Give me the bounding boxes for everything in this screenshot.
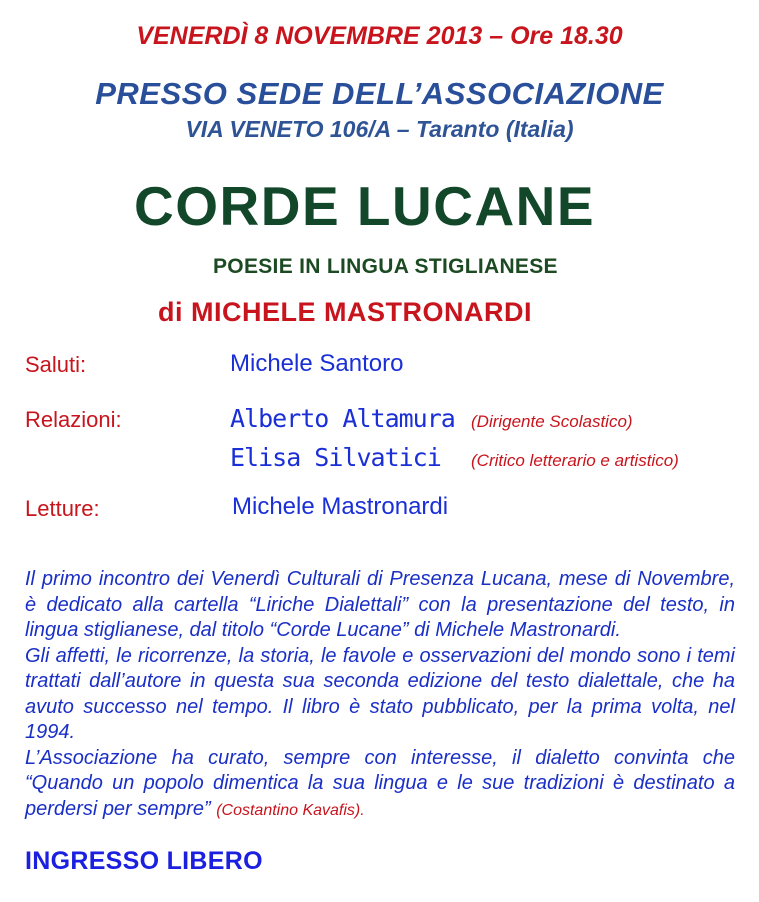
speaker1-role: (Dirigente Scolastico) <box>471 412 633 431</box>
author-line: di MICHELE MASTRONARDI <box>158 297 532 327</box>
greetings-label: Saluti: <box>25 352 87 377</box>
description-paragraph <box>25 746 735 824</box>
description-quote: L’Associazione ha curato, sempre con interesse, il dialetto convinta che “Quando un popolo dimentica la sua lingua e le sue tradizioni è destinato a perdersi per sempre” <box>25 746 735 820</box>
venue-title: PRESSO SEDE DELL’ASSOCIAZIONE <box>95 76 664 111</box>
venue-address: VIA VENETO 106/A – Taranto (Italia) <box>185 116 574 142</box>
speaker2-name: Elisa Silvatici <box>230 443 441 472</box>
description-paragraph: Gli affetti, le ricorrenze, la storia, le favole e osservazioni del mondo sono i temi trattati dall’autore in questa sua seconda edizione del testo dialettale, che ha avuto successo nel tempo. Il libro è stato pubblicato, per la prima volta, nel 1994. <box>25 644 735 743</box>
speaker2-role: (Critico letterario e artistico) <box>471 451 679 470</box>
readings-label: Letture: <box>25 496 100 521</box>
speaker1-name: Alberto Altamura <box>230 404 455 433</box>
quote-source: (Costantino Kavafis). <box>216 801 365 819</box>
book-subtitle: POESIE IN LINGUA STIGLIANESE <box>213 255 558 278</box>
free-entry-notice: INGRESSO LIBERO <box>25 847 263 875</box>
greetings-name: Michele Santoro <box>230 350 404 377</box>
event-date-time: VENERDÌ 8 NOVEMBRE 2013 – Ore 18.30 <box>136 22 623 50</box>
reports-label: Relazioni: <box>25 407 122 432</box>
event-description <box>25 567 735 823</box>
readings-name: Michele Mastronardi <box>232 493 449 520</box>
description-paragraph: Il primo incontro dei Venerdì Culturali di Presenza Lucana, mese di Novembre, è dedicato alla cartella “Liriche Dialettali” con la presentazione del testo, in lingua stiglianese, dal titolo “Corde Lucane” di Michele Mastronardi. <box>25 568 735 641</box>
book-title: CORDE LUCANE <box>134 175 596 237</box>
